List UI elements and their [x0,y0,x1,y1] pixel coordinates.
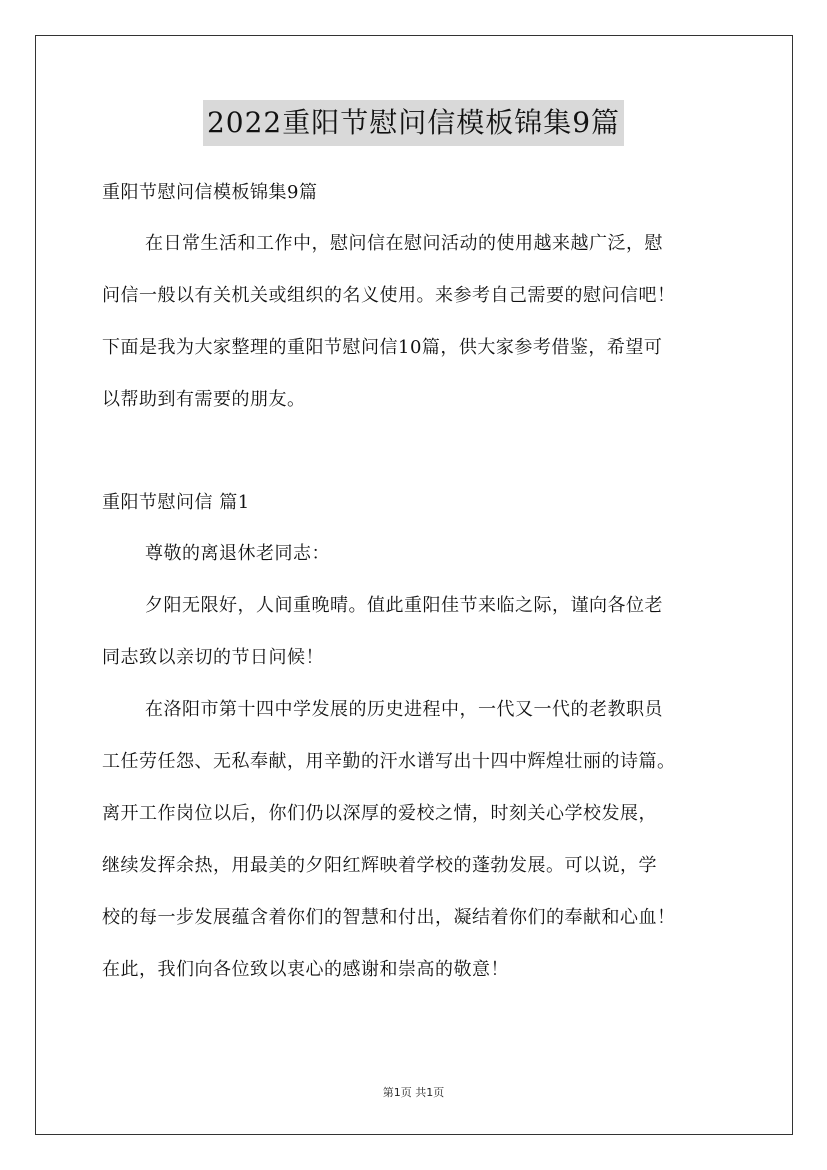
intro-line: 在日常生活和工作中，慰问信在慰问活动的使用越来越广泛，慰 [145,233,663,254]
document-body [102,168,742,996]
paragraph-line: 继续发挥余热，用最美的夕阳红辉映着学校的蓬勃发展。可以说，学 [102,855,657,876]
intro-line: 问信一般以有关机关或组织的名义使用。来参考自己需要的慰问信吧！ [102,285,676,306]
paragraph-line: 在洛阳市第十四中学发展的历史进程中，一代又一代的老教职员 [145,699,663,720]
paragraph-gap [102,426,742,478]
document-subtitle: 重阳节慰问信模板锦集9篇 [102,182,318,203]
document-title-block [0,100,827,146]
page-number-footer: 第1页 共1页 [382,1086,445,1099]
intro-line: 下面是我为大家整理的重阳节慰问信10篇，供大家参考借鉴，希望可 [102,337,663,358]
paragraph-line: 同志致以亲切的节日问候！ [102,647,324,668]
paragraph-line: 夕阳无限好，人间重晚晴。值此重阳佳节来临之际，谨向各位老 [145,595,663,616]
paragraph-line: 离开工作岗位以后，你们仍以深厚的爱校之情，时刻关心学校发展， [102,803,657,824]
paragraph-line: 工任劳任怨、无私奉献，用辛勤的汗水谱写出十四中辉煌壮丽的诗篇。 [102,751,676,772]
document-title: 2022重阳节慰问信模板锦集9篇 [203,100,624,146]
intro-line: 以帮助到有需要的朋友。 [102,389,306,410]
letter-salutation: 尊敬的离退休老同志： [145,543,330,564]
paragraph-line: 校的每一步发展蕴含着你们的智慧和付出，凝结着你们的奉献和心血！ [102,907,676,928]
section-heading: 重阳节慰问信 篇1 [102,492,250,513]
paragraph-line: 在此，我们向各位致以衷心的感谢和崇高的敬意！ [102,959,509,980]
